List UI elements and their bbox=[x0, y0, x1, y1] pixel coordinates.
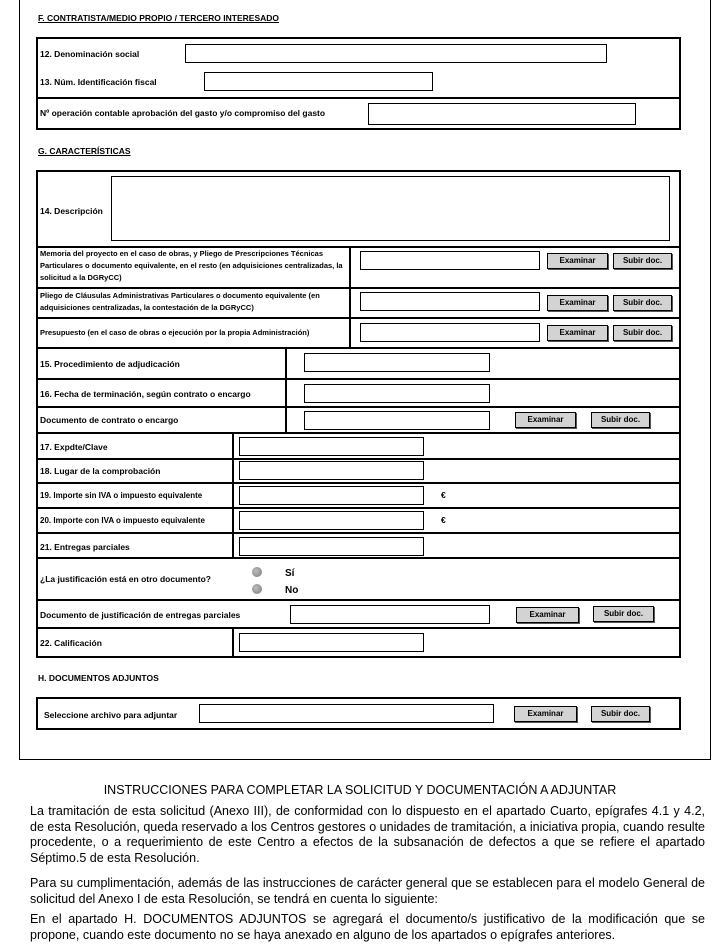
fecha-field[interactable] bbox=[304, 384, 490, 403]
documento-contrato-label: Documento de contrato o encargo bbox=[40, 415, 179, 425]
section-f-title: F. CONTRATISTA/MEDIO PROPIO / TERCERO INTERESADO bbox=[38, 13, 280, 23]
memoria-subir-button[interactable]: Subir doc. bbox=[613, 253, 672, 269]
fecha-label: 16. Fecha de terminación, según contrato o encargo bbox=[40, 389, 251, 399]
lugar-label: 18. Lugar de la comprobación bbox=[40, 466, 161, 476]
instructions-title: INSTRUCCIONES PARA COMPLETAR LA SOLICITUD Y DOCUMENTACIÓN A ADJUNTAR bbox=[103, 783, 617, 797]
adjuntar-subir-button[interactable]: Subir doc. bbox=[591, 706, 650, 722]
importe-sin-currency: € bbox=[441, 490, 446, 500]
expdte-label: 17. Expdte/Clave bbox=[40, 442, 108, 452]
pliego-file-field[interactable] bbox=[360, 292, 540, 311]
pliego-label: Pliego de Cláusulas Administrativas Particulares o documento equivalente (en adquisiciones centralizadas, la contestación de la DGRyCC) bbox=[40, 291, 320, 312]
presupuesto-file-field[interactable] bbox=[360, 323, 540, 342]
pliego-examinar-button[interactable]: Examinar bbox=[547, 295, 608, 311]
radio-no-label: No bbox=[285, 585, 299, 596]
adjuntar-file-field[interactable] bbox=[199, 704, 494, 723]
entregas-label: 21. Entregas parciales bbox=[40, 542, 130, 552]
instructions-paragraph-2: Para su cumplimentación, además de las instrucciones de carácter general que se establecen para el modelo General de solicitud del Anexo I de esta Resolución, se tendrá en cuenta lo siguiente: bbox=[30, 876, 705, 906]
importe-con-label: 20. Importe con IVA o impuesto equivalente bbox=[40, 516, 205, 525]
calificacion-label: 22. Calificación bbox=[40, 638, 102, 648]
doc-justificacion-label: Documento de justificación de entregas parciales bbox=[40, 610, 241, 620]
denominacion-field[interactable] bbox=[185, 44, 607, 63]
descripcion-label: 14. Descripción bbox=[40, 206, 103, 216]
entregas-field[interactable] bbox=[239, 537, 424, 556]
operacion-label: Nº operación contable aprobación del gasto y/o compromiso del gasto bbox=[40, 108, 326, 118]
justificacion-examinar-button[interactable]: Examinar bbox=[516, 607, 579, 623]
contrato-examinar-button[interactable]: Examinar bbox=[515, 412, 576, 428]
justificacion-question: ¿La justificación está en otro documento? bbox=[40, 574, 211, 584]
justificacion-subir-button[interactable]: Subir doc. bbox=[593, 606, 654, 622]
memoria-file-field[interactable] bbox=[360, 251, 540, 270]
calificacion-field[interactable] bbox=[239, 633, 424, 652]
denominacion-label: 12. Denominación social bbox=[40, 49, 140, 59]
radio-si-label: Sí bbox=[285, 568, 295, 579]
importe-sin-label: 19. Importe sin IVA o impuesto equivalente bbox=[40, 491, 203, 500]
nif-field[interactable] bbox=[204, 72, 433, 91]
documento-contrato-field[interactable] bbox=[304, 411, 490, 430]
section-h-title: H. DOCUMENTOS ADJUNTOS bbox=[38, 673, 159, 683]
presupuesto-examinar-button[interactable]: Examinar bbox=[547, 325, 608, 341]
importe-con-currency: € bbox=[441, 515, 446, 525]
importe-con-field[interactable] bbox=[239, 511, 424, 530]
instructions-paragraph-1: La tramitación de esta solicitud (Anexo III), de conformidad con lo dispuesto en el apartado Cuarto, epígrafes 4.1 y 4.2, de esta Resolución, queda reservado a los Centros gestores o unidades de tramitación, a iniciativa propia, cuando resulte procedente, o a requerimiento de este Centro a efectos de la subsanación de defectos a que se refiere el apartado Séptimo.5 de esta Resolución. bbox=[30, 804, 705, 865]
importe-sin-field[interactable] bbox=[239, 486, 424, 505]
doc-justificacion-field[interactable] bbox=[290, 605, 490, 624]
nif-label: 13. Núm. Identificación fiscal bbox=[40, 77, 157, 87]
contrato-subir-button[interactable]: Subir doc. bbox=[591, 412, 650, 428]
presupuesto-subir-button[interactable]: Subir doc. bbox=[613, 325, 672, 341]
radio-si[interactable] bbox=[252, 567, 262, 577]
section-g-title: G. CARACTERÍSTICAS bbox=[38, 146, 131, 156]
seleccione-label: Seleccione archivo para adjuntar bbox=[44, 710, 178, 720]
lugar-field[interactable] bbox=[239, 461, 424, 480]
procedimiento-label: 15. Procedimiento de adjudicación bbox=[40, 359, 180, 369]
procedimiento-field[interactable] bbox=[304, 353, 490, 372]
descripcion-field[interactable] bbox=[111, 176, 670, 241]
radio-no[interactable] bbox=[252, 584, 262, 594]
memoria-label: Memoria del proyecto en el caso de obras, y Pliego de Prescripciones Técnicas Particulares o documento equivalente, en el resto (en adquisiciones centralizadas, la solicitud a la DGRyCC) bbox=[40, 249, 343, 282]
memoria-examinar-button[interactable]: Examinar bbox=[547, 253, 608, 269]
pliego-subir-button[interactable]: Subir doc. bbox=[613, 295, 672, 311]
operacion-field[interactable] bbox=[368, 103, 636, 125]
presupuesto-label: Presupuesto (en el caso de obras o ejecución por la propia Administración) bbox=[40, 328, 310, 337]
expdte-field[interactable] bbox=[239, 437, 424, 456]
instructions-paragraph-3: En el apartado H. DOCUMENTOS ADJUNTOS se agregará el documento/s justificativo de la modificación que se propone, cuando este documento no se haya anexado en alguno de los apartados o epígrafes anteriores. bbox=[30, 912, 705, 942]
adjuntar-examinar-button[interactable]: Examinar bbox=[514, 706, 577, 722]
